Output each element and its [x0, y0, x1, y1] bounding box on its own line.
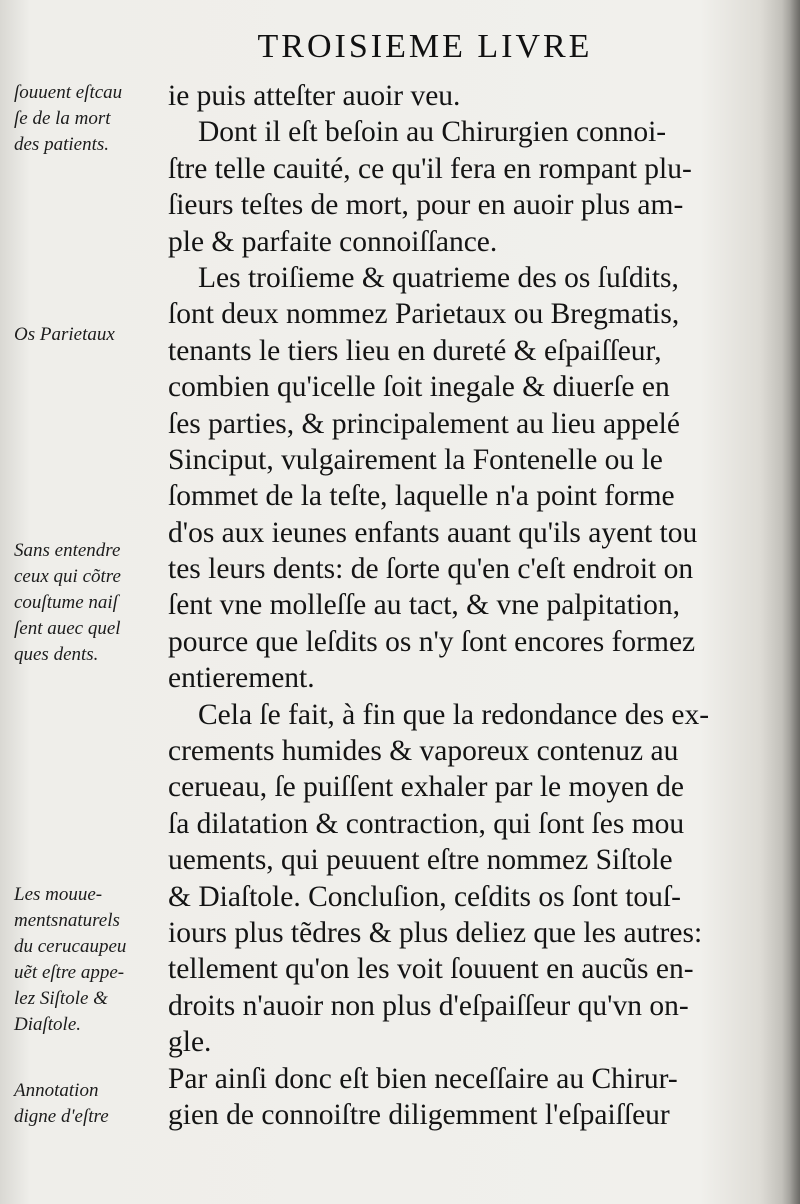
margin-note-line: des patients.	[14, 134, 109, 155]
margin-note-parietal-bones	[14, 322, 169, 348]
text-line: ſent vne molleſſe au tact, & vne palpitation,	[168, 589, 681, 622]
margin-note-line: ſouuent eſtcau	[14, 82, 123, 103]
margin-note-line: ſent auec quel	[14, 618, 121, 639]
text-line: ſtre telle cauité, ce qu'il fera en rompant plu-	[168, 152, 692, 185]
text-line: crements humides & vaporeux contenuz au	[168, 735, 679, 768]
text-line: pource que leſdits os n'y ſont encores formez	[168, 625, 696, 658]
text-line: gle.	[168, 1026, 212, 1059]
text-line: & Diaſtole. Concluſion, ceſdits os ſont touſ-	[168, 880, 681, 913]
margin-note-cause-of-death	[14, 80, 169, 158]
text-line: Dont il eſt beſoin au Chirurgien connoi-	[198, 116, 667, 149]
text-line: ſommet de la teſte, laquelle n'a point forme	[168, 480, 675, 513]
text-line: combien qu'icelle ſoit inegale & diuerſe en	[168, 371, 670, 404]
margin-note-line: lez Siſtole &	[14, 988, 108, 1009]
margin-note-annotation	[14, 1078, 169, 1130]
text-line: tellement qu'on les voit ſouuent en aucũs en-	[168, 953, 694, 986]
margin-note-line: couſtume naiſ	[14, 592, 118, 613]
text-line: droits n'auoir non plus d'eſpaiſſeur qu'vn on-	[168, 989, 689, 1022]
text-line: tes leurs dents: de ſorte qu'en c'eſt endroit on	[168, 553, 694, 586]
margin-note-line: ques dents.	[14, 644, 99, 665]
binding-shadow	[782, 0, 800, 1204]
margin-note-line: Diaſtole.	[14, 1014, 82, 1035]
running-head: TROISIEME LIVRE	[257, 28, 593, 65]
margin-note-infant-teeth	[14, 538, 169, 668]
text-line: cerueau, ſe puiſſent exhaler par le moyen de	[168, 771, 685, 804]
text-line: Cela ſe fait, à fin que la redondance des ex-	[198, 698, 710, 731]
text-line: uements, qui peuuent eſtre nommez Siſtole	[168, 844, 673, 877]
margin-note-line: ſe de la mort	[14, 108, 111, 129]
margin-note-brain-movements	[14, 882, 169, 1038]
margin-note-line: du cerucaupeu	[14, 936, 127, 957]
text-line: ple & parfaite connoiſſance.	[168, 225, 498, 258]
text-line: Les troiſieme & quatrieme des os ſuſdits,	[198, 261, 679, 294]
margin-note-line: ceux qui cõtre	[14, 566, 121, 587]
text-line: d'os aux ieunes enfants auant qu'ils ayent tou	[168, 516, 698, 549]
text-line: iours plus tẽdres & plus deliez que les autres:	[168, 916, 703, 949]
text-line: tenants le tiers lieu en dureté & eſpaiſſeur,	[168, 334, 662, 367]
margin-note-line: Les mouue-	[14, 884, 103, 905]
text-line: ie puis atteſter auoir veu.	[168, 80, 461, 112]
text-line: ſont deux nommez Parietaux ou Bregmatis,	[168, 298, 680, 331]
margin-note-line: Os Parietaux	[14, 324, 115, 345]
text-line: ſes parties, & principalement au lieu appelé	[168, 407, 680, 440]
text-line: ſa dilatation & contraction, qui ſont ſes mou	[168, 807, 685, 840]
text-line: Par ainſi donc eſt bien neceſſaire au Chirur-	[168, 1062, 678, 1095]
margin-note-line: digne d'eſtre	[14, 1106, 109, 1127]
margin-note-line: uẽt eſtre appe-	[14, 962, 125, 983]
margin-note-line: mentsnaturels	[14, 910, 120, 931]
text-line: entierement.	[168, 662, 315, 695]
margin-note-line: Annotation	[14, 1080, 99, 1101]
margin-note-line: Sans entendre	[14, 540, 121, 561]
body-text	[168, 78, 758, 1133]
text-line: ſieurs teſtes de mort, pour en auoir plus am-	[168, 189, 684, 222]
text-line: Sinciput, vulgairement la Fontenelle ou le	[168, 443, 663, 476]
text-line: gien de connoiſtre diligemment l'eſpaiſſeur	[168, 1098, 670, 1131]
